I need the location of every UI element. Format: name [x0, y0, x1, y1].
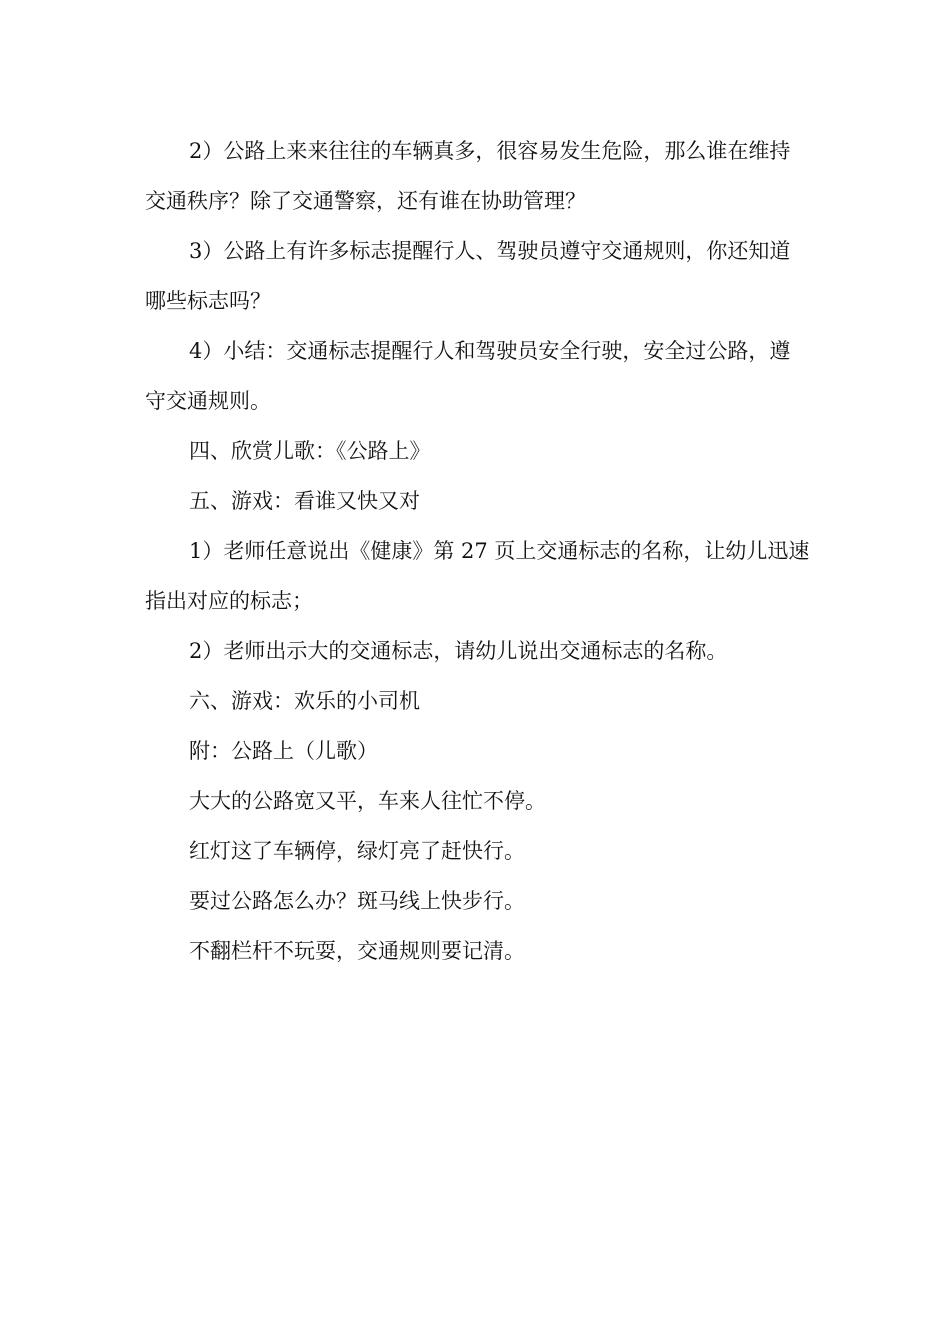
poem-line-3: 要过公路怎么办？斑马线上快步行。 — [189, 889, 525, 913]
poem-line-4: 不翻栏杆不玩耍，交通规则要记清。 — [189, 939, 525, 963]
paragraph-traffic-order: 2）公路上来来往往的车辆真多，很容易发生危险，那么谁在维持交通秩序？除了交通警察，还有谁在协助管理？ — [145, 139, 791, 213]
paragraph-game-step-1: 1）老师任意说出《健康》第 27 页上交通标志的名称，让幼儿迅速指出对应的标志； — [145, 539, 810, 613]
document-body — [145, 126, 810, 976]
section-heading-song: 四、欣赏儿歌：《公路上》 — [189, 439, 431, 463]
paragraph-game-step-2: 2）老师出示大的交通标志，请幼儿说出交通标志的名称。 — [189, 639, 728, 663]
paragraph-traffic-signs: 3）公路上有许多标志提醒行人、驾驶员遵守交通规则，你还知道哪些标志吗？ — [145, 239, 791, 313]
poem-line-2: 红灯这了车辆停，绿灯亮了赶快行。 — [189, 839, 525, 863]
section-heading-game-driver: 六、游戏：欢乐的小司机 — [189, 689, 420, 713]
appendix-heading: 附：公路上（儿歌） — [189, 739, 378, 763]
poem-line-1: 大大的公路宽又平，车来人往忙不停。 — [189, 789, 546, 813]
paragraph-summary: 4）小结：交通标志提醒行人和驾驶员安全行驶，安全过公路，遵守交通规则。 — [145, 339, 791, 413]
section-heading-game-quick: 五、游戏：看谁又快又对 — [189, 489, 420, 513]
